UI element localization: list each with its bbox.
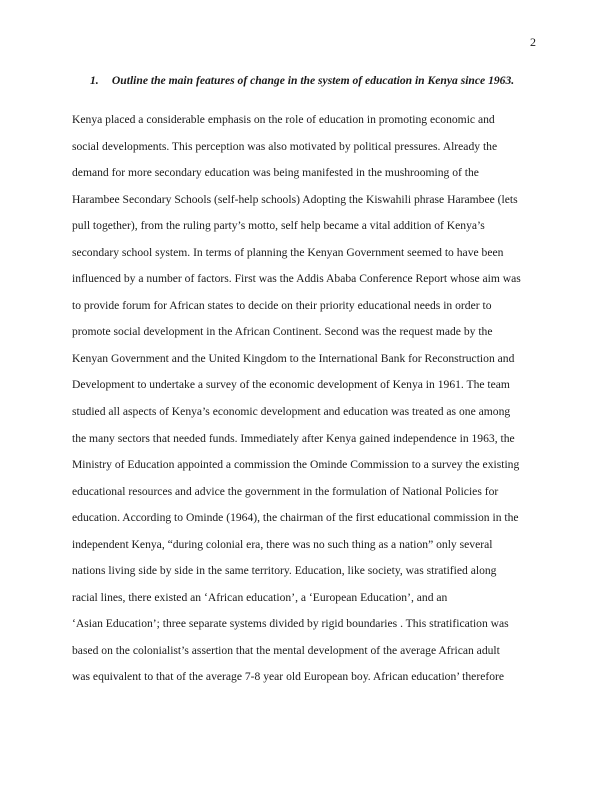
paragraph-line: racial lines, there existed an ‘African education’, a ‘European Education’, and an: [72, 590, 448, 604]
paragraph-line: the many sectors that needed funds. Immediately after Kenya gained independence in 1963, the: [72, 431, 515, 445]
paragraph-line: Kenyan Government and the United Kingdom to the International Bank for Reconstruction and: [72, 351, 515, 365]
heading-number: 1.: [90, 74, 99, 87]
paragraph-line: to provide forum for African states to decide on their priority educational needs in order to: [72, 298, 492, 312]
paragraph-line: social developments. This perception was also motivated by political pressures. Already the: [72, 139, 498, 153]
paragraph-line: nations living side by side in the same territory. Education, like society, was stratified along: [72, 564, 497, 578]
paragraph-line: was equivalent to that of the average 7-8 year old European boy. African education’ therefore: [72, 670, 505, 684]
body-paragraph: [72, 110, 542, 694]
paragraph-line: influenced by a number of factors. First was the Addis Ababa Conference Report whose aim was: [72, 272, 521, 286]
paragraph-line: Harambee Secondary Schools (self-help schools) Adopting the Kiswahili phrase Harambee (lets: [72, 192, 518, 206]
paragraph-line: ‘Asian Education’; three separate systems divided by rigid boundaries . This stratification was: [72, 617, 509, 631]
heading-text: Outline the main features of change in the system of education in Kenya since 1963.: [111, 74, 515, 87]
page-number: 2: [530, 35, 536, 49]
paragraph-line: education. According to Ominde (1964), the chairman of the first educational commission in the: [72, 511, 519, 525]
paragraph-line: promote social development in the African Continent. Second was the request made by the: [72, 325, 493, 339]
paragraph-line: studied all aspects of Kenya’s economic development and education was treated as one among: [72, 405, 511, 419]
paragraph-line: Ministry of Education appointed a commission the Ominde Commission to a survey the existing: [72, 458, 520, 472]
paragraph-line: demand for more secondary education was being manifested in the mushrooming of the: [72, 166, 479, 180]
paragraph-line: Kenya placed a considerable emphasis on the role of education in promoting economic and: [72, 113, 495, 126]
paragraph-line: based on the colonialist’s assertion that the mental development of the average African adult: [72, 643, 500, 657]
paragraph-line: secondary school system. In terms of planning the Kenyan Government seemed to have been: [72, 245, 504, 259]
paragraph-line: educational resources and advice the government in the formulation of National Policies for: [72, 484, 499, 498]
question-heading: [90, 74, 514, 87]
paragraph-line: Development to undertake a survey of the economic development of Kenya in 1961. The team: [72, 378, 510, 392]
paragraph-line: independent Kenya, “during colonial era, there was no such thing as a nation” only several: [72, 537, 493, 551]
paragraph-line: pull together), from the ruling party’s motto, self help became a vital addition of Kenya’s: [72, 219, 485, 233]
